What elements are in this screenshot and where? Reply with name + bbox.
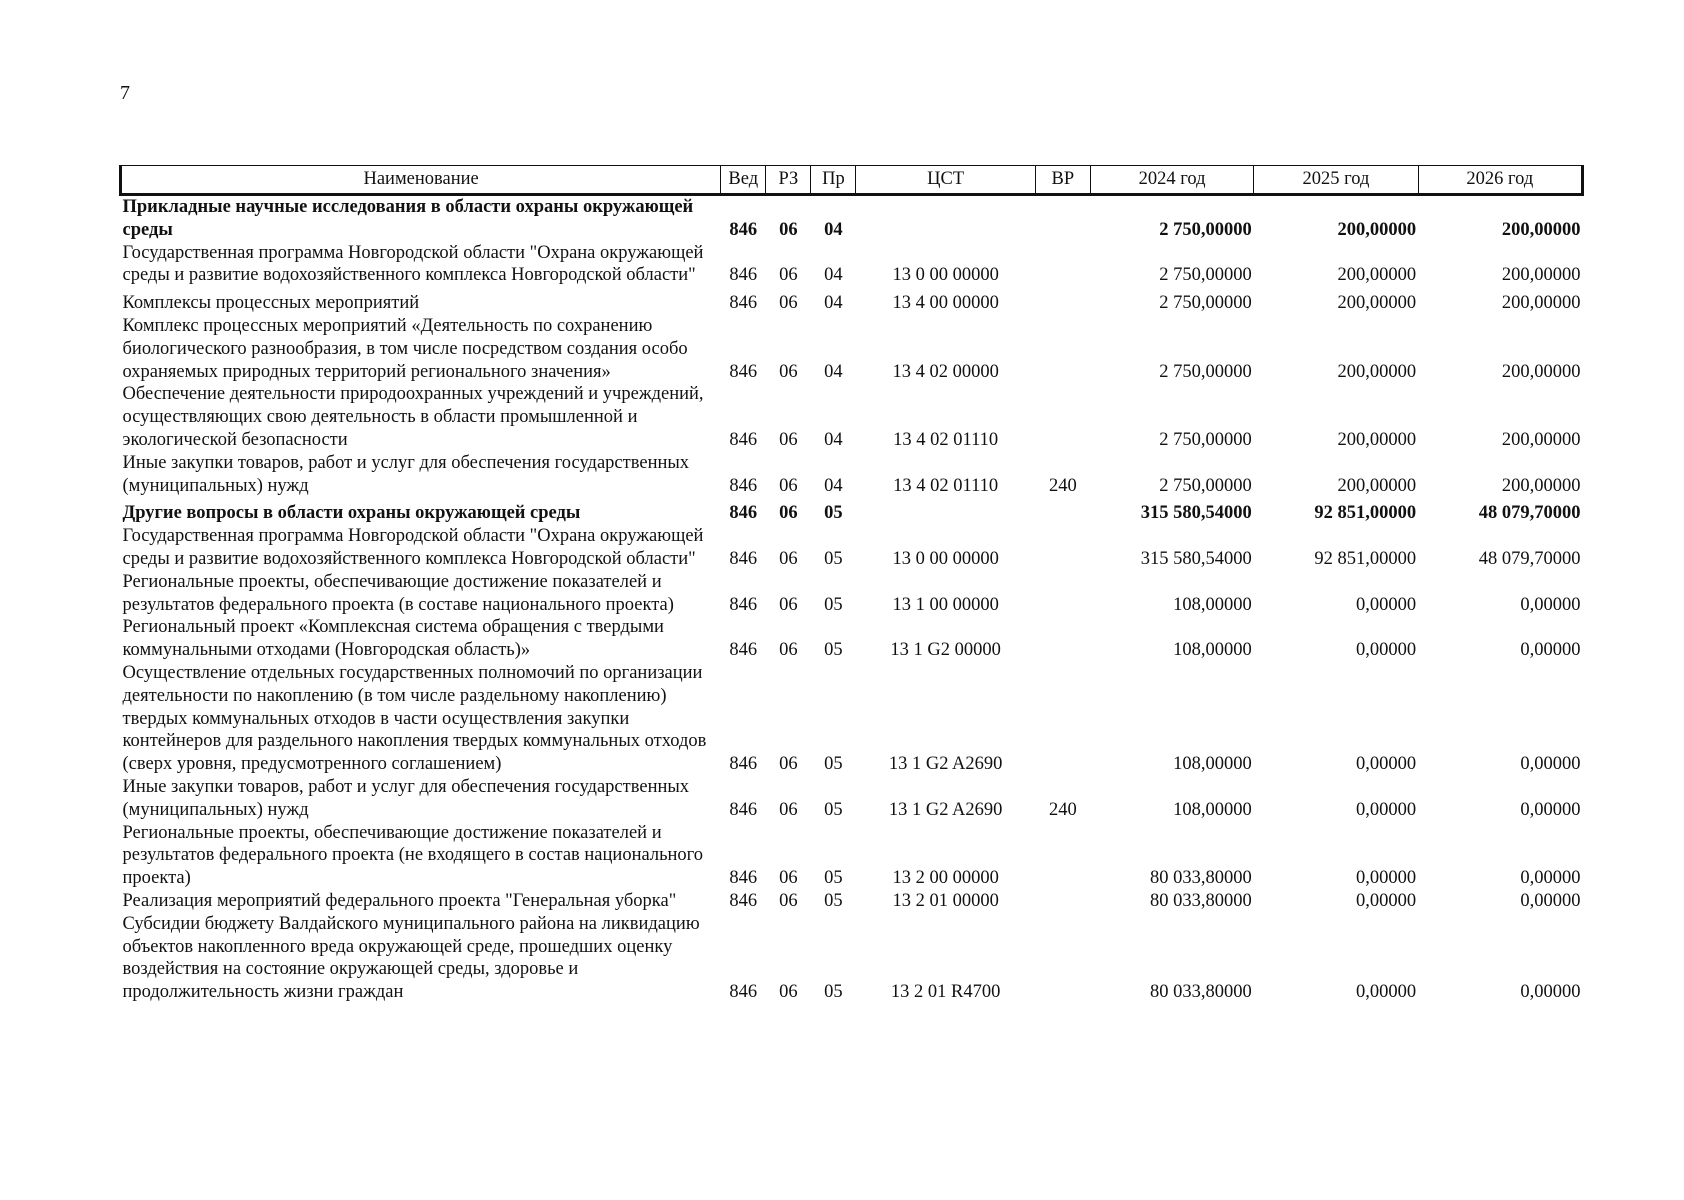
row-rz: 06 <box>779 754 798 775</box>
page-number: 7 <box>120 82 130 104</box>
row-2024: 2 750,00000 <box>1159 361 1252 382</box>
row-ved: 846 <box>729 503 758 524</box>
row-vr <box>1035 383 1090 451</box>
row-name: Государственная программа Новгородской области "Охрана окружающей среды и развитие водохозяйственного комплекса Новгородской области" <box>122 526 704 569</box>
row-cst: 13 2 00 00000 <box>892 868 999 889</box>
row-rz: 06 <box>779 361 798 382</box>
header-name: Наименование <box>121 166 721 195</box>
row-name: Региональные проекты, обеспечивающие достижение показателей и результатов федерального проекта (в составе национального проекта) <box>122 571 674 615</box>
row-ved: 846 <box>729 475 758 496</box>
row-2024: 80 033,80000 <box>1150 890 1252 911</box>
row-pr: 05 <box>824 594 843 615</box>
header-cst: ЦСТ <box>856 166 1035 195</box>
header-rz: РЗ <box>766 166 811 195</box>
row-cst: 13 1 G2 A2690 <box>888 754 1003 775</box>
row-2024: 2 750,00000 <box>1159 429 1252 450</box>
table-row <box>121 452 1583 498</box>
row-vr <box>1035 913 1090 1004</box>
row-pr: 05 <box>824 868 843 889</box>
row-rz: 06 <box>779 293 798 314</box>
row-rz: 06 <box>779 890 798 911</box>
row-pr: 04 <box>824 293 843 314</box>
row-vr: 240 <box>1048 475 1077 496</box>
row-name: Другие вопросы в области охраны окружающей среды <box>122 503 581 524</box>
row-rz: 06 <box>779 594 798 615</box>
row-ved: 846 <box>729 548 758 569</box>
row-ved: 846 <box>729 754 758 775</box>
row-2024: 2 750,00000 <box>1159 265 1252 286</box>
row-2025: 200,00000 <box>1337 429 1417 450</box>
row-2025: 0,00000 <box>1355 982 1417 1003</box>
row-2026: 0,00000 <box>1520 868 1581 889</box>
row-name: Реализация мероприятий федерального проекта "Генеральная уборка" <box>122 890 677 911</box>
row-vr: 240 <box>1048 799 1077 820</box>
row-ved: 846 <box>729 799 758 820</box>
row-rz: 06 <box>779 868 798 889</box>
row-2025: 92 851,00000 <box>1314 548 1417 569</box>
table-row <box>121 315 1583 383</box>
row-2025: 0,00000 <box>1355 890 1417 911</box>
row-name: Субсидии бюджету Валдайского муниципального района на ликвидацию объектов накопленного вреда окружающей среде, прошедших оценку воздействия на состояние окружающей среды, здоровье и продолжительность жизни граждан <box>122 913 700 1003</box>
row-2026: 200,00000 <box>1501 219 1581 240</box>
row-rz: 06 <box>779 640 798 661</box>
row-rz: 06 <box>779 982 798 1003</box>
row-rz: 06 <box>779 548 798 569</box>
row-2024: 108,00000 <box>1173 594 1252 615</box>
table-row <box>121 616 1583 662</box>
row-2025: 200,00000 <box>1337 475 1417 496</box>
row-cst: 13 4 02 01110 <box>893 475 999 496</box>
row-ved: 846 <box>729 640 758 661</box>
row-2024: 2 750,00000 <box>1159 293 1252 314</box>
row-vr <box>1035 315 1090 383</box>
row-name: Региональные проекты, обеспечивающие достижение показателей и результатов федерального проекта (не входящего в состав национального проекта) <box>122 822 704 889</box>
header-2025: 2025 год <box>1254 166 1418 195</box>
row-rz: 06 <box>779 503 798 524</box>
row-ved: 846 <box>729 982 758 1003</box>
row-2024: 80 033,80000 <box>1150 982 1252 1003</box>
row-pr: 04 <box>824 361 843 382</box>
table-row <box>121 287 1583 315</box>
row-pr: 05 <box>824 503 843 524</box>
row-name: Комплекс процессных мероприятий «Деятельность по сохранению биологического разнообразия, в том числе посредством создания особо охраняемых природных территорий регионального значения» <box>122 315 688 382</box>
row-2024: 315 580,54000 <box>1140 503 1252 524</box>
row-vr <box>1035 822 1090 890</box>
header-2026: 2026 год <box>1418 166 1582 195</box>
table-row <box>121 890 1583 913</box>
row-2025: 0,00000 <box>1355 868 1417 889</box>
row-2024: 315 580,54000 <box>1140 548 1252 569</box>
header-2024: 2024 год <box>1090 166 1253 195</box>
row-2025: 0,00000 <box>1355 640 1417 661</box>
row-ved: 846 <box>729 219 758 240</box>
row-name: Иные закупки товаров, работ и услуг для обеспечения государственных (муниципальных) нужд <box>122 452 690 496</box>
row-vr <box>1035 662 1090 776</box>
row-2024: 108,00000 <box>1173 754 1252 775</box>
row-pr: 05 <box>824 799 843 820</box>
row-ved: 846 <box>729 868 758 889</box>
row-rz: 06 <box>779 475 798 496</box>
header-pr: Пр <box>811 166 856 195</box>
row-cst <box>856 195 1035 242</box>
row-2024: 108,00000 <box>1173 640 1252 661</box>
row-name: Прикладные научные исследования в области охраны окружающей среды <box>122 197 694 240</box>
row-cst: 13 4 00 00000 <box>892 293 999 314</box>
row-cst: 13 4 02 00000 <box>892 361 999 382</box>
row-2025: 200,00000 <box>1337 361 1417 382</box>
row-2025: 0,00000 <box>1355 754 1417 775</box>
row-cst: 13 1 G2 A2690 <box>888 799 1003 820</box>
row-cst: 13 4 02 01110 <box>893 429 999 450</box>
row-2024: 2 750,00000 <box>1159 219 1252 240</box>
row-2025: 200,00000 <box>1337 265 1417 286</box>
row-cst: 13 0 00 00000 <box>892 265 999 286</box>
row-2024: 80 033,80000 <box>1150 868 1252 889</box>
row-name: Государственная программа Новгородской области "Охрана окружающей среды и развитие водохозяйственного комплекса Новгородской области" <box>122 242 704 286</box>
row-2024: 108,00000 <box>1173 799 1252 820</box>
row-pr: 05 <box>824 754 843 775</box>
row-2025: 0,00000 <box>1355 799 1417 820</box>
row-vr <box>1035 242 1090 288</box>
row-2026: 0,00000 <box>1520 640 1581 661</box>
row-cst: 13 2 01 R4700 <box>890 982 1001 1003</box>
row-ved: 846 <box>729 429 758 450</box>
row-vr <box>1035 195 1090 242</box>
table-row <box>121 195 1583 242</box>
row-ved: 846 <box>729 293 758 314</box>
table-row <box>121 242 1583 288</box>
row-pr: 05 <box>824 640 843 661</box>
row-name: Иные закупки товаров, работ и услуг для обеспечения государственных (муниципальных) нужд <box>122 776 690 820</box>
row-2026: 48 079,70000 <box>1478 548 1581 569</box>
table-row <box>121 662 1583 776</box>
table-row <box>121 822 1583 890</box>
row-cst: 13 1 00 00000 <box>892 594 999 615</box>
row-pr: 04 <box>824 429 843 450</box>
row-pr: 04 <box>824 265 843 286</box>
row-ved: 846 <box>729 594 758 615</box>
row-2026: 0,00000 <box>1520 754 1581 775</box>
row-2026: 200,00000 <box>1501 265 1581 286</box>
row-name: Осуществление отдельных государственных полномочий по организации деятельности по накоплению (в том числе раздельному накоплению) твердых коммунальных отходов в части осуществления закупки контейнеров для раздельного накопления твердых коммунальных отходов (сверх уровня, предусмотренного соглашением) <box>122 662 707 775</box>
row-pr: 04 <box>824 475 843 496</box>
row-cst: 13 0 00 00000 <box>892 548 999 569</box>
row-name: Обеспечение деятельности природоохранных учреждений и учреждений, осуществляющих свою деятельность в области промышленной и экологической безопасности <box>122 384 704 450</box>
row-rz: 06 <box>779 219 798 240</box>
row-ved: 846 <box>729 361 758 382</box>
table-body <box>121 195 1583 1004</box>
row-ved: 846 <box>729 265 758 286</box>
row-cst: 13 2 01 00000 <box>892 890 999 911</box>
row-pr: 05 <box>824 548 843 569</box>
budget-table <box>119 165 1584 1004</box>
row-vr <box>1035 287 1090 315</box>
row-name: Комплексы процессных мероприятий <box>122 293 420 314</box>
row-2026: 200,00000 <box>1501 429 1581 450</box>
row-2026: 0,00000 <box>1520 982 1581 1003</box>
row-2024: 2 750,00000 <box>1159 475 1252 496</box>
row-2026: 0,00000 <box>1520 890 1581 911</box>
row-2025: 200,00000 <box>1337 293 1417 314</box>
row-cst <box>856 497 1035 525</box>
row-vr <box>1035 571 1090 617</box>
row-pr: 05 <box>824 982 843 1003</box>
row-2026: 0,00000 <box>1520 799 1581 820</box>
row-name: Региональный проект «Комплексная система обращения с твердыми коммунальными отходами (Новгородская область)» <box>122 617 664 661</box>
row-rz: 06 <box>779 799 798 820</box>
table-row <box>121 525 1583 571</box>
table-row <box>121 776 1583 822</box>
row-rz: 06 <box>779 265 798 286</box>
row-vr <box>1035 525 1090 571</box>
table-header <box>121 166 1583 195</box>
table-row <box>121 571 1583 617</box>
header-ved: Вед <box>721 166 766 195</box>
row-vr <box>1035 616 1090 662</box>
row-pr: 05 <box>824 890 843 911</box>
row-rz: 06 <box>779 429 798 450</box>
row-2026: 48 079,70000 <box>1478 503 1581 524</box>
table-row <box>121 913 1583 1004</box>
row-vr <box>1035 890 1090 913</box>
row-2026: 0,00000 <box>1520 594 1581 615</box>
row-vr <box>1035 497 1090 525</box>
row-2025: 200,00000 <box>1337 219 1417 240</box>
header-vr: ВР <box>1035 166 1090 195</box>
table-row <box>121 497 1583 525</box>
row-pr: 04 <box>824 219 843 240</box>
row-2026: 200,00000 <box>1501 475 1581 496</box>
row-2026: 200,00000 <box>1501 293 1581 314</box>
row-ved: 846 <box>729 890 758 911</box>
row-2026: 200,00000 <box>1501 361 1581 382</box>
row-2025: 92 851,00000 <box>1314 503 1417 524</box>
table-row <box>121 383 1583 451</box>
row-2025: 0,00000 <box>1355 594 1417 615</box>
row-cst: 13 1 G2 00000 <box>890 640 1001 661</box>
